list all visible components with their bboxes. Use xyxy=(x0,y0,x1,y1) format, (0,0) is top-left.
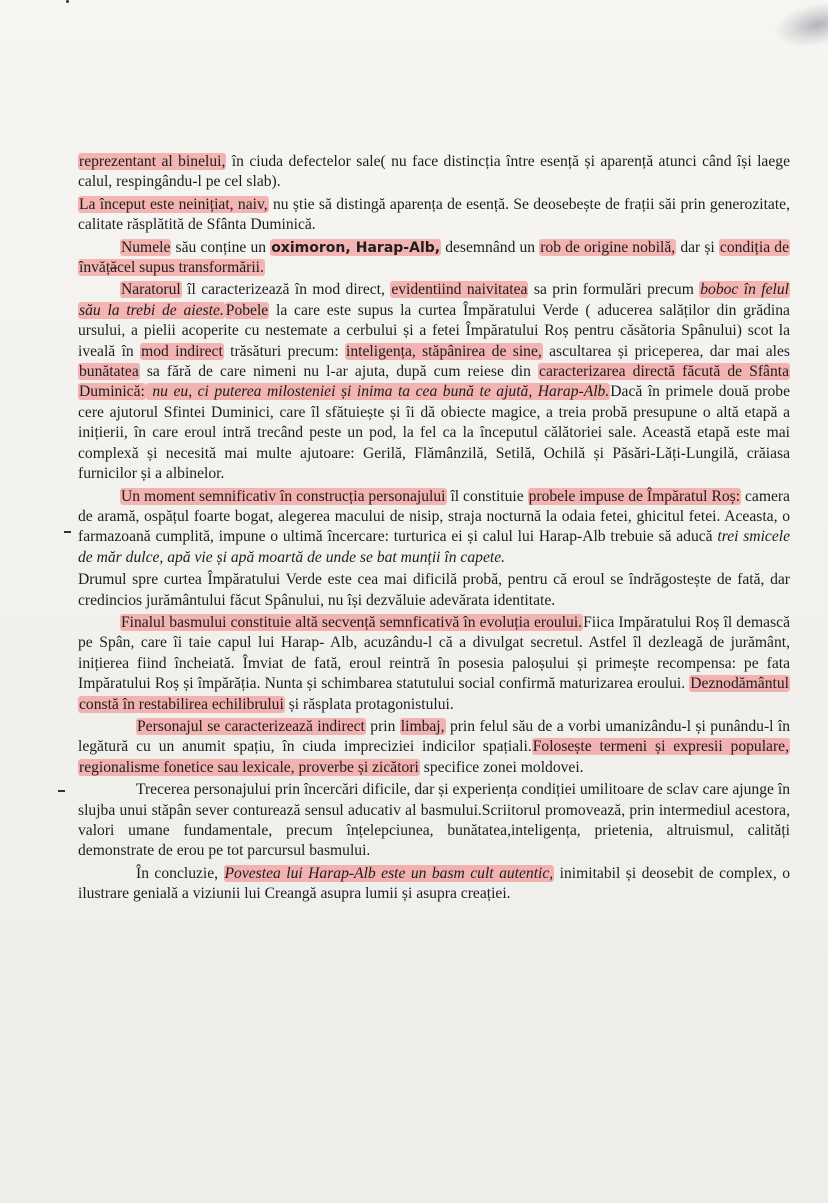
text-span: inimitabil și deosebit de complex, o ilustrare genială a viziunii lui Creangă asupra lumii și asupra creației. xyxy=(78,864,790,903)
corner-smudge xyxy=(773,0,828,53)
highlight: Finalul basmului constituie altă secvență semnficativă în evoluția eroului. xyxy=(121,613,583,631)
paragraph-5 xyxy=(78,487,790,569)
essay-text xyxy=(78,152,790,907)
paragraph-9 xyxy=(78,780,790,862)
text-span: Fiica Impăratului Roș îl demască pe Spân, care îi taie capul lui Harap- Alb, acuzându-l că a divulgat secretul. Astfel îl dezleagă de jurământ, inițierea fiind încheiată. Îmviat de fată, eroul reintră în posesia paloșului și primește recompensa: pe fata Impăratului Roș și împărăția. Nunta și schimbarea statutului social confirmă maturizarea eroului. xyxy=(78,613,790,693)
text-span: specifice zonei moldovei. xyxy=(419,758,584,776)
highlight: Pobele xyxy=(225,301,269,319)
text-span: și răsplata protagonistului. xyxy=(284,695,454,713)
paragraph-2 xyxy=(78,195,790,236)
highlight: evidentiind naivitatea xyxy=(391,281,528,299)
highlight: Deznodământul constă în restabilirea echilibrului xyxy=(79,675,789,713)
highlight: limbaj, xyxy=(400,717,445,735)
highlight: bunătatea xyxy=(79,363,139,381)
highlight: caracterizarea directă făcută de Sfânta Duminică: xyxy=(79,363,789,401)
highlight-quote: nu eu, ci puterea milosteniei și inima ta cea bună te ajută, Harap-Alb. xyxy=(146,383,610,401)
highlight: condiția de învățăcel supus transformării. xyxy=(79,238,789,277)
paragraph-8 xyxy=(78,717,790,778)
text-span: la care este supus la curtea Împăratului Verde ( aducerea salăților din grădina ursului, a pielii acoperite cu nestemate a cerbului și a fetei Împăratului Roș pentru căsătoria Spânului) scot la iveală în xyxy=(78,301,790,360)
highlight: Numele xyxy=(121,238,171,256)
highlight: inteligența, stăpânirea de sine, xyxy=(346,342,542,360)
text-span: Dacă în primele două probe cere ajutorul Sfintei Duminici, care îl sfătuiește și îi dă obiecte magice, a treia probă presupune o altă etapă a inițierii, în care eroul intră trecând peste un pod, la fel ca la începutul călătoriei sale. Această etapă este mai complexă și necesită mai multe ajutoare: Gerilă, Flămânzilă, Setilă, Ochilă și Păsări-Lăți-Lungilă, crăiasa furnicilor și a albinelor. xyxy=(78,383,790,483)
paragraph-6 xyxy=(78,570,790,611)
text-span: Trecerea personajului prin încercări dificile, dar și experiența condiției umilitoare de sclav care ajunge în slujba unui stăpân sever conturează sensul aducativ al basmului.Scriitorul promovează, prin intermediul acestora, valori umane fundamentale, precum înțelepciunea, bunătatea,inteligența, prietenia, altruismul, calități demonstrate de erou pe tot parcursul basmului. xyxy=(78,781,790,860)
text-span: nu știe să distingă aparența de esență. Se deosebește de frații săi prin generozitate, calitate răsplătită de Sfânta Duminică. xyxy=(78,195,790,234)
text-span: dar și xyxy=(676,238,719,256)
text-span: trăsături precum: xyxy=(223,342,346,360)
text-span: camera de aramă, ospățul foarte bogat, alegerea macului de nisip, straja nocturnă la odaia fetei, ghicitul fetei. Aceasta, o farmazoană cumplită, impune o ultimă încercare: turturica ei și calul lui Harap-Alb trebuie să aducă xyxy=(78,487,790,546)
text-span: desemnând un xyxy=(441,238,540,256)
highlight-quote: Povestea lui Harap-Alb este un basm cult autentic, xyxy=(224,864,554,882)
text-span: prin felul său de a vorbi umanizându-l și punându-l în legătură cu un anumit spațiu, în ciuda impreciziei indicilor spațiali. xyxy=(78,717,790,756)
text-span: sa prin formulări precum xyxy=(528,281,700,299)
highlight: Personajul se caracterizează indirect xyxy=(137,717,365,735)
highlight: reprezentant al binelui, xyxy=(79,153,226,170)
text-span: îl caracterizează în mod direct, xyxy=(181,281,391,299)
quote: trei smicele de măr dulce, apă vie și apă moartă de unde se bat munții în capete. xyxy=(78,528,790,566)
highlight-quote: boboc în felul său la trebi de aieste. xyxy=(79,281,789,319)
highlight: probele impuse de Împăratul Roș: xyxy=(528,487,741,505)
paragraph-3 xyxy=(78,238,790,279)
text-span: în ciuda defectelor sale( nu face distincția între esență și aparență atunci când își laege calul, respingându-l pe cel slab). xyxy=(78,153,790,191)
text-span: Drumul spre curtea Împăratului Verde este cea mai dificilă probă, pentru că eroul se îndrăgostește de fată, dar credincios jurământului făcut Spânului, nu își dezvăluie adevărata identitate. xyxy=(78,571,790,609)
paragraph-4 xyxy=(78,280,790,484)
paragraph-10 xyxy=(78,864,790,905)
bold-term: oximoron, Harap-Alb, xyxy=(271,239,441,256)
text-span: În concluzie, xyxy=(136,864,224,882)
highlight: mod indirect xyxy=(141,342,223,360)
highlight: Naratorul xyxy=(121,281,181,299)
text-span: sa fără de care nimeni nu l-ar ajuta, după cum reiese din xyxy=(139,363,539,381)
highlight: Un moment semnificativ în construcția personajului xyxy=(121,487,446,505)
text-span: său conține un xyxy=(171,238,271,256)
highlight: Folosește termeni și expresii populare, regionalisme fonetice sau lexicale, proverbe și zicători xyxy=(79,738,789,776)
highlight: La început este neinițiat, naiv, xyxy=(79,195,268,213)
margin-tick xyxy=(64,531,71,533)
highlight-harap-alb xyxy=(270,239,441,256)
paragraph-7 xyxy=(78,613,790,715)
paragraph-1 xyxy=(78,152,790,193)
margin-tick xyxy=(58,790,65,792)
text-span: îl constituie xyxy=(446,487,528,505)
text-span: ascultarea și priceperea, dar mai ales xyxy=(542,342,790,360)
highlight: rob de origine nobilă, xyxy=(540,238,676,256)
margin-dot xyxy=(66,0,69,3)
text-span: prin xyxy=(365,717,400,735)
